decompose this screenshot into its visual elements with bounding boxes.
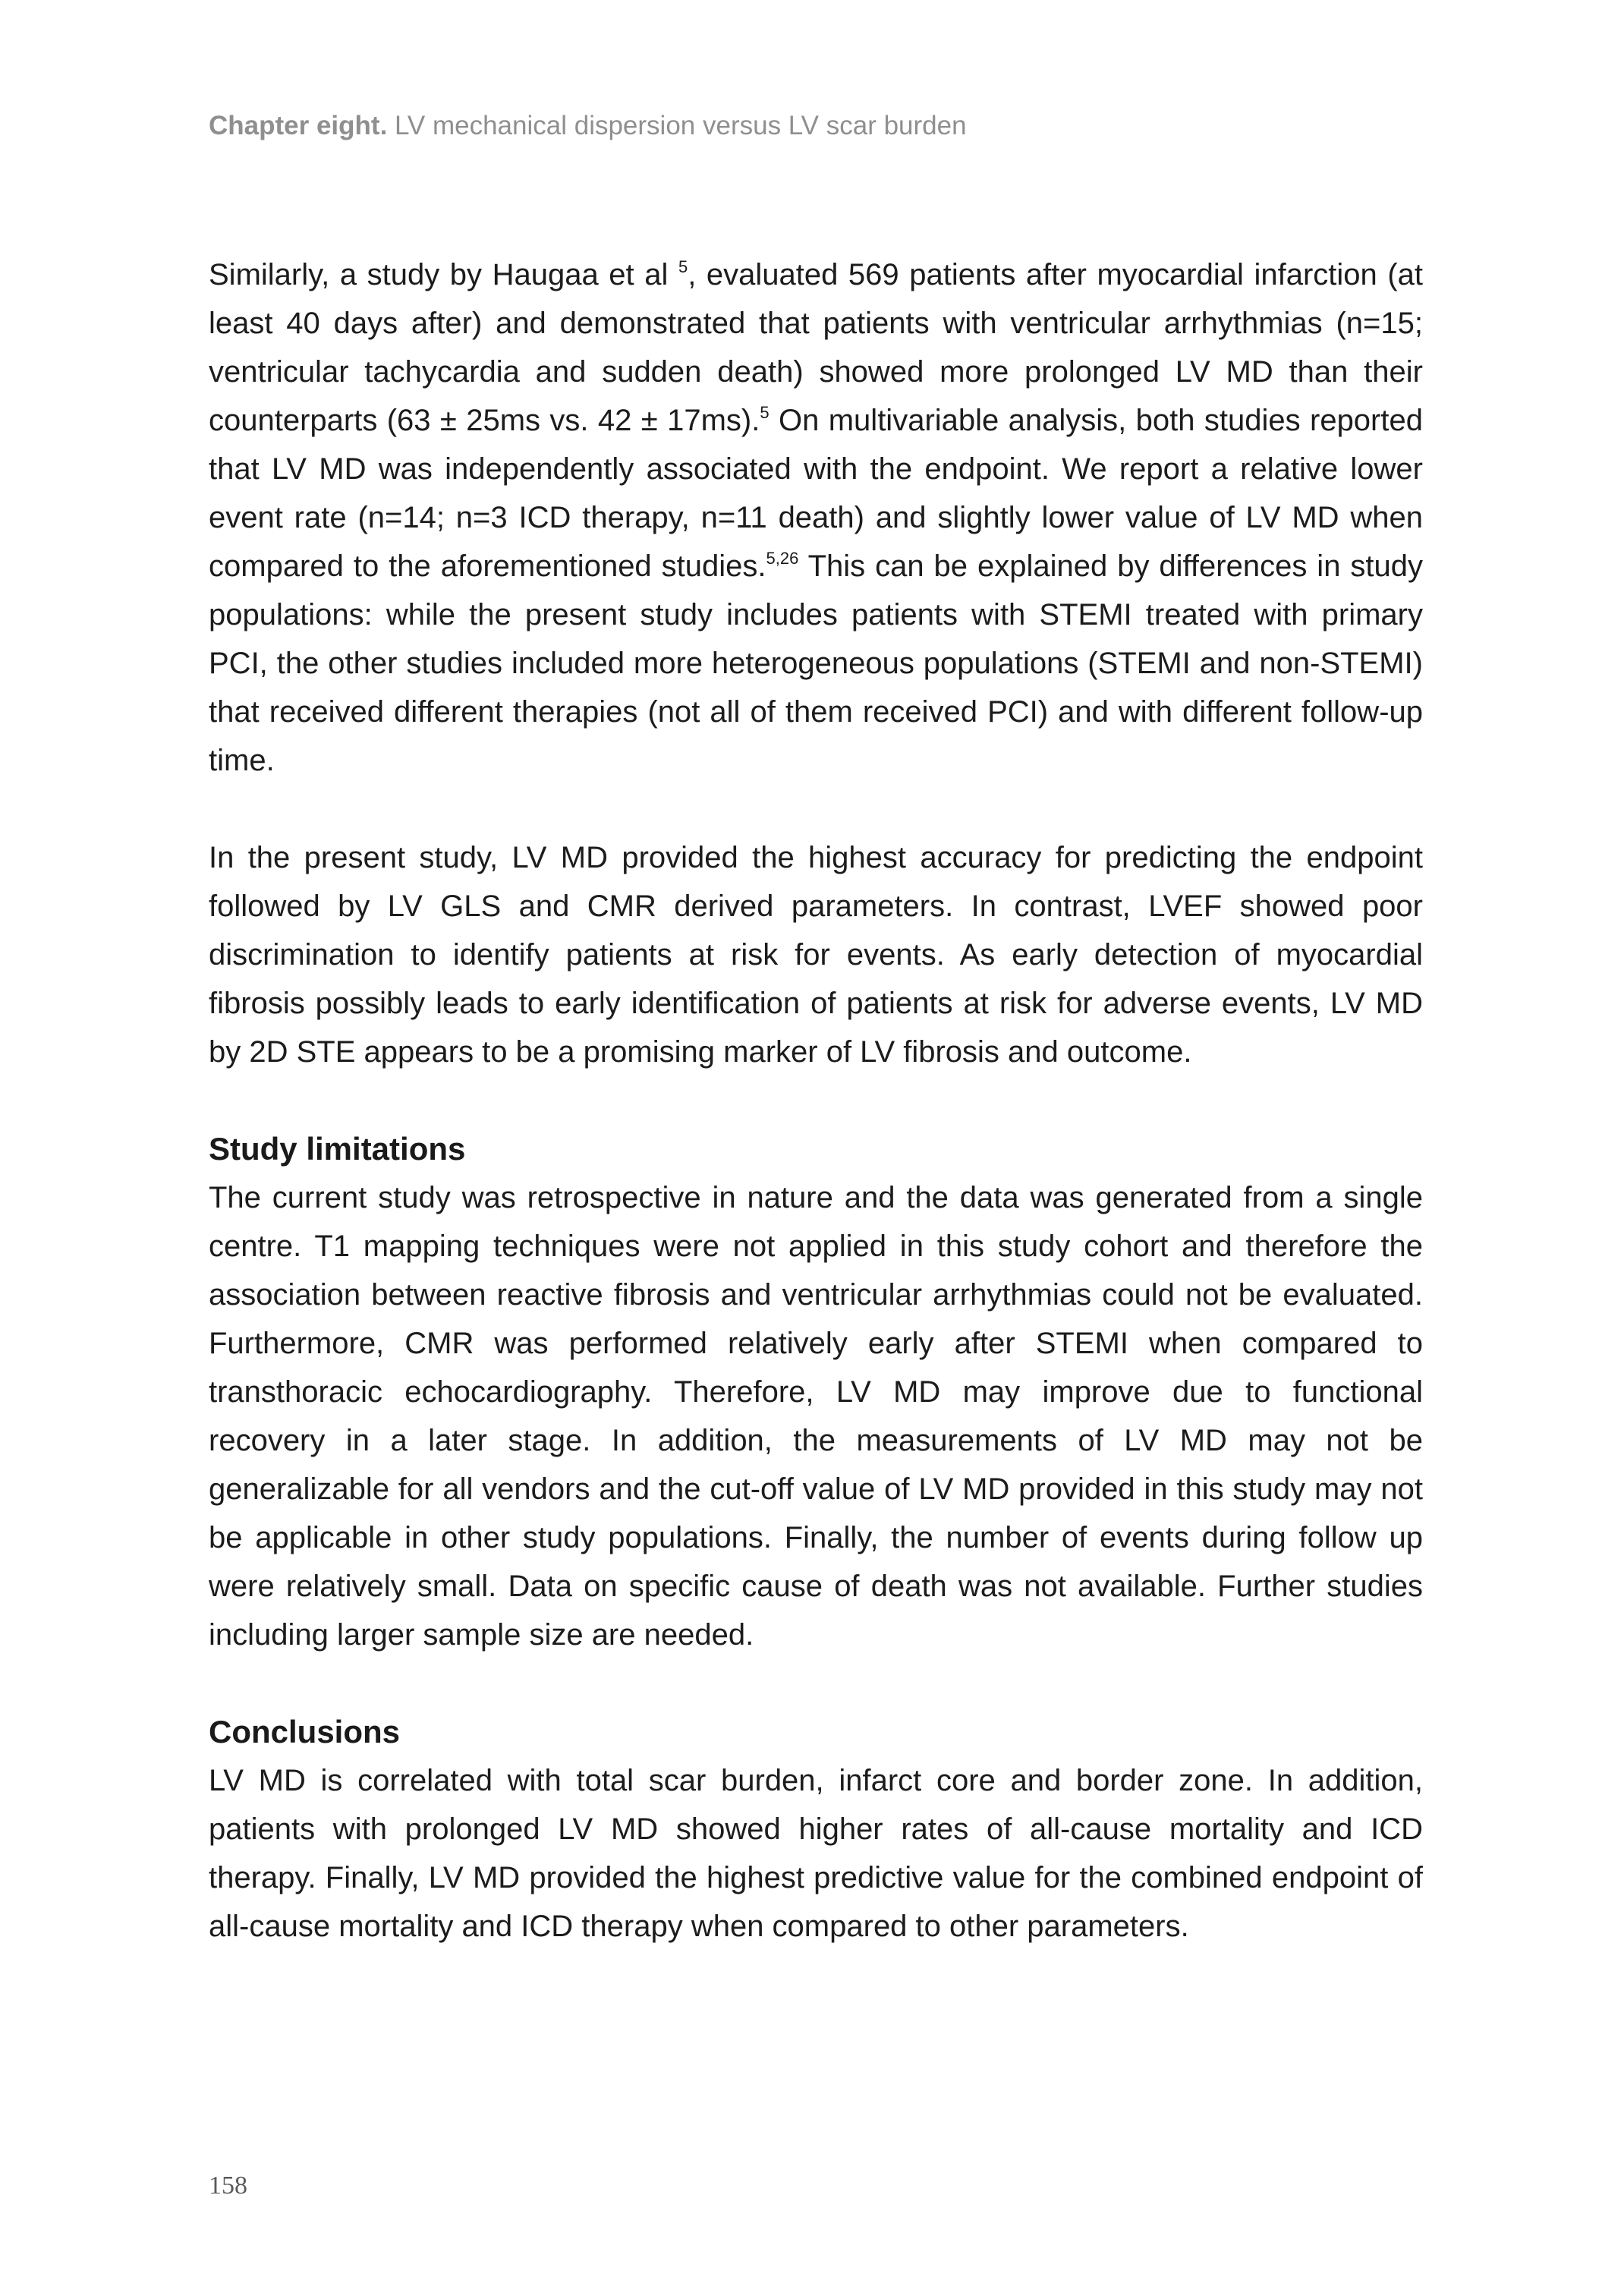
paragraph-spacer: [209, 1076, 1423, 1125]
paragraph-accuracy: In the present study, LV MD provided the highest accuracy for predicting the endpoint followed by LV GLS and CMR derived parameters. In contrast, LVEF showed poor discrimination to identify patients at risk for events. As early detection of myocardial fibrosis possibly leads to early identification of patients at risk for adverse events, LV MD by 2D STE appears to be a promising marker of LV fibrosis and outcome.: [209, 841, 1423, 1069]
text-run: , evaluated 569 patients after myocardial infarction (at least 40 days after) and demonstrated that patients with ventricular arrhythmias (n=15; ventricular tachycardia and sudden death) showed more prolonged LV MD than their counterparts (63 ± 25ms vs. 42 ± 17ms).: [209, 258, 1423, 437]
paragraph-conclusions: LV MD is correlated with total scar burden, infarct core and border zone. In addition, patients with prolonged LV MD showed higher rates of all-cause mortality and ICD therapy. Finally, LV MD provided the highest predictive value for the combined endpoint of all-cause mortality and ICD therapy when compared to other parameters.: [209, 1764, 1423, 1943]
text-run: This can be explained by differences in study populations: while the present study includes patients with STEMI treated with primary PCI, the other studies included more heterogeneous populations (STEMI and non-STEMI) that received different therapies (not all of them received PCI) and with different follow-up time.: [209, 550, 1423, 777]
paragraph-spacer: [209, 1659, 1423, 1708]
paragraph-spacer: [209, 785, 1423, 833]
paragraph-limitations: The current study was retrospective in nature and the data was generated from a single centre. T1 mapping techniques were not applied in this study cohort and therefore the association between reactive fibrosis and ventricular arrhythmias could not be evaluated. Furthermore, CMR was performed relatively early after STEMI when compared to transthoracic echocardiography. Therefore, LV MD may improve due to functional recovery in a later stage. In addition, the measurements of LV MD may not be generalizable for all vendors and the cut-off value of LV MD provided in this study may not be applicable in other study populations. Finally, the number of events during follow up were relatively small. Data on specific cause of death was not available. Further studies including larger sample size are needed.: [209, 1181, 1423, 1652]
section-heading-limitations: Study limitations: [209, 1131, 466, 1167]
paragraph-comparison: [209, 250, 1423, 785]
citation-ref: 5,26: [766, 549, 799, 568]
citation-ref: 5: [760, 403, 770, 422]
section-heading-conclusions: Conclusions: [209, 1714, 401, 1749]
page-number: 158: [209, 2171, 247, 2200]
citation-ref: 5: [678, 257, 688, 276]
body-text: [209, 250, 1423, 1951]
chapter-title: LV mechanical dispersion versus LV scar burden: [395, 111, 967, 140]
text-run: On multivariable analysis, both studies reported that LV MD was independently associated with the endpoint. We report a relative lower event rate (n=14; n=3 ICD therapy, n=11 death) and slightly lower value of LV MD when compared to the aforementioned studies.: [209, 404, 1423, 583]
chapter-label: Chapter eight.: [209, 111, 388, 140]
running-head: [209, 108, 1423, 144]
text-run: Similarly, a study by Haugaa et al: [209, 258, 678, 291]
